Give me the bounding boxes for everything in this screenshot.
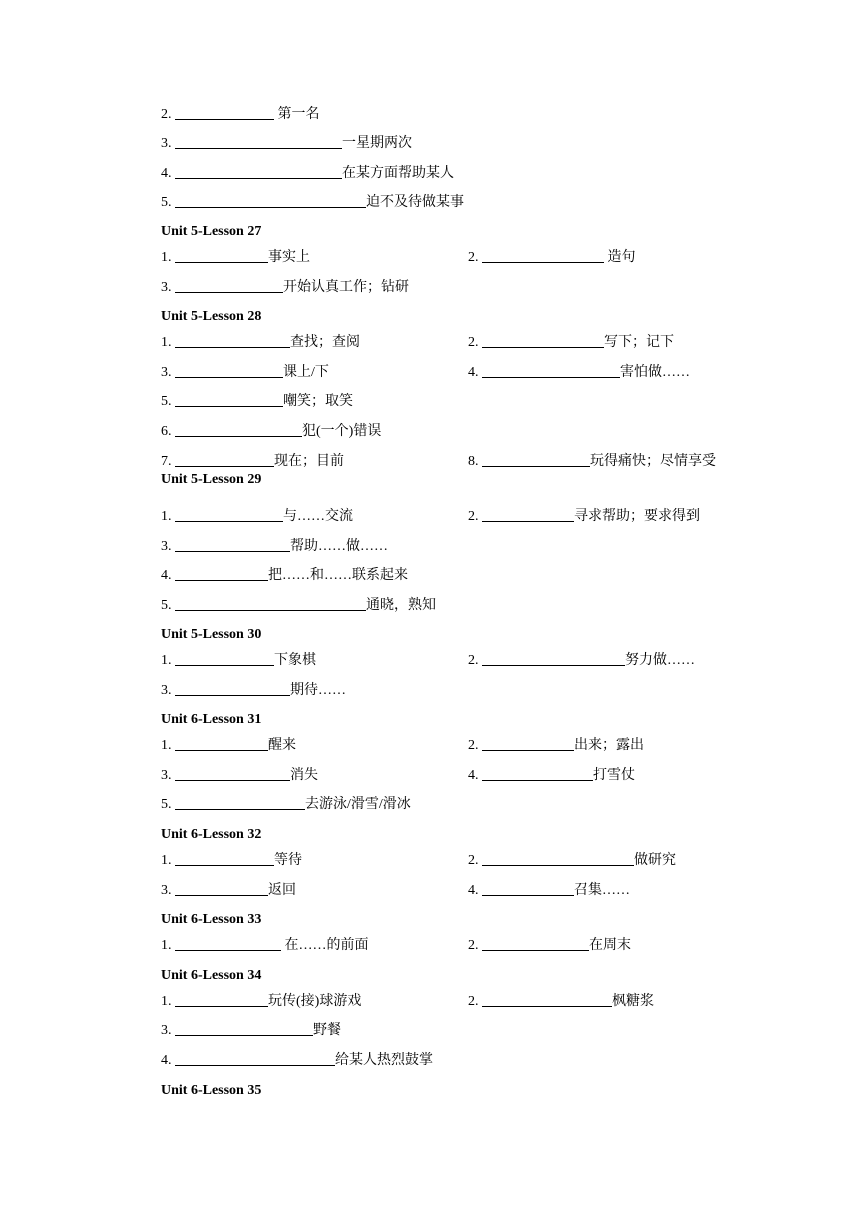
exercise-item bbox=[468, 850, 676, 872]
answer-blank[interactable] bbox=[482, 735, 574, 751]
exercise-row bbox=[0, 565, 860, 587]
item-number: 3. bbox=[161, 539, 175, 554]
item-chinese-prompt: 犯(一个)错误 bbox=[302, 424, 382, 439]
exercise-item bbox=[161, 680, 346, 702]
exercise-row bbox=[0, 595, 860, 617]
item-chinese-prompt: 寻求帮助；要求得到 bbox=[574, 509, 700, 524]
answer-blank[interactable] bbox=[175, 247, 268, 263]
exercise-item bbox=[468, 880, 630, 902]
item-chinese-prompt: 把……和……联系起来 bbox=[268, 568, 408, 583]
item-chinese-prompt: 嘲笑；取笑 bbox=[283, 394, 353, 409]
exercise-item bbox=[161, 991, 361, 1013]
answer-blank[interactable] bbox=[175, 536, 290, 552]
item-chinese-prompt: 野餐 bbox=[313, 1023, 341, 1038]
answer-blank[interactable] bbox=[175, 506, 283, 522]
exercise-item bbox=[468, 332, 674, 354]
exercise-item bbox=[161, 277, 409, 299]
item-chinese-prompt: 醒来 bbox=[268, 738, 296, 753]
lesson-heading: Unit 6-Lesson 33 bbox=[161, 912, 262, 927]
answer-blank[interactable] bbox=[175, 565, 268, 581]
item-chinese-prompt: 在……的前面 bbox=[284, 938, 369, 953]
answer-blank[interactable] bbox=[175, 735, 268, 751]
item-chinese-prompt: 现在；目前 bbox=[274, 454, 344, 469]
exercise-row bbox=[0, 451, 860, 473]
answer-blank[interactable] bbox=[175, 391, 283, 407]
item-number: 3. bbox=[161, 280, 175, 295]
item-chinese-prompt: 查找；查阅 bbox=[290, 335, 360, 350]
answer-blank[interactable] bbox=[175, 332, 290, 348]
answer-blank[interactable] bbox=[175, 104, 274, 120]
item-number: 2. bbox=[468, 738, 482, 753]
exercise-row bbox=[0, 880, 860, 902]
item-number: 5. bbox=[161, 797, 175, 812]
item-chinese-prompt: 课上/下 bbox=[283, 365, 329, 380]
exercise-item bbox=[468, 506, 700, 528]
exercise-row bbox=[0, 735, 860, 757]
exercise-row bbox=[0, 133, 860, 155]
item-chinese-prompt: 通晓，熟知 bbox=[366, 598, 436, 613]
answer-blank[interactable] bbox=[482, 247, 604, 263]
answer-blank[interactable] bbox=[175, 935, 281, 951]
exercise-row bbox=[0, 192, 860, 214]
lesson-heading: Unit 6-Lesson 34 bbox=[161, 968, 262, 983]
exercise-item bbox=[161, 1050, 433, 1072]
exercise-item bbox=[161, 192, 464, 214]
answer-blank[interactable] bbox=[175, 765, 290, 781]
item-number: 2. bbox=[468, 938, 482, 953]
exercise-row bbox=[0, 1050, 860, 1072]
item-number: 1. bbox=[161, 250, 175, 265]
lesson-heading: Unit 6-Lesson 31 bbox=[161, 712, 262, 727]
lesson-heading: Unit 5-Lesson 30 bbox=[161, 627, 262, 642]
exercise-row bbox=[0, 991, 860, 1013]
item-chinese-prompt: 打雪仗 bbox=[593, 768, 635, 783]
item-chinese-prompt: 做研究 bbox=[634, 853, 676, 868]
item-chinese-prompt: 开始认真工作；钻研 bbox=[283, 280, 409, 295]
item-number: 2. bbox=[468, 250, 482, 265]
exercise-row bbox=[0, 104, 860, 126]
exercise-item bbox=[468, 247, 636, 269]
exercise-row bbox=[0, 794, 860, 816]
exercise-row bbox=[0, 332, 860, 354]
answer-blank[interactable] bbox=[482, 765, 593, 781]
answer-blank[interactable] bbox=[175, 451, 274, 467]
item-number: 8. bbox=[468, 454, 482, 469]
lesson-heading: Unit 5-Lesson 28 bbox=[161, 309, 262, 324]
item-chinese-prompt: 害怕做…… bbox=[620, 365, 690, 380]
item-chinese-prompt: 期待…… bbox=[290, 683, 346, 698]
answer-blank[interactable] bbox=[175, 650, 274, 666]
item-number: 1. bbox=[161, 509, 175, 524]
item-chinese-prompt: 出来；露出 bbox=[574, 738, 644, 753]
exercise-item bbox=[468, 765, 635, 787]
exercise-row bbox=[0, 247, 860, 269]
item-chinese-prompt: 在周末 bbox=[589, 938, 631, 953]
exercise-row bbox=[0, 391, 860, 413]
item-number: 6. bbox=[161, 424, 175, 439]
exercise-row bbox=[0, 163, 860, 185]
item-chinese-prompt: 努力做…… bbox=[625, 653, 695, 668]
exercise-item bbox=[161, 536, 388, 558]
item-number: 5. bbox=[161, 394, 175, 409]
answer-blank[interactable] bbox=[482, 991, 612, 1007]
exercise-item bbox=[161, 1020, 341, 1042]
answer-blank[interactable] bbox=[482, 650, 625, 666]
exercise-row bbox=[0, 850, 860, 872]
item-number: 5. bbox=[161, 598, 175, 613]
exercise-item bbox=[161, 421, 381, 443]
item-chinese-prompt: 一星期两次 bbox=[342, 136, 412, 151]
item-chinese-prompt: 消失 bbox=[290, 768, 318, 783]
exercise-item bbox=[161, 104, 320, 126]
item-number: 2. bbox=[468, 853, 482, 868]
item-chinese-prompt: 第一名 bbox=[277, 107, 320, 122]
item-number: 7. bbox=[161, 454, 175, 469]
answer-blank[interactable] bbox=[175, 277, 283, 293]
answer-blank[interactable] bbox=[175, 850, 274, 866]
exercise-item bbox=[161, 247, 310, 269]
lesson-heading: Unit 5-Lesson 27 bbox=[161, 224, 262, 239]
exercise-item bbox=[161, 506, 353, 528]
answer-blank[interactable] bbox=[482, 451, 590, 467]
answer-blank[interactable] bbox=[482, 362, 620, 378]
exercise-item bbox=[161, 595, 436, 617]
exercise-item bbox=[468, 362, 690, 384]
item-number: 5. bbox=[161, 195, 175, 210]
item-number: 2. bbox=[161, 107, 175, 122]
exercise-row bbox=[0, 650, 860, 672]
item-number: 4. bbox=[161, 1053, 175, 1068]
exercise-item bbox=[161, 565, 408, 587]
item-chinese-prompt: 事实上 bbox=[268, 250, 310, 265]
exercise-item bbox=[468, 935, 631, 957]
exercise-item bbox=[161, 880, 296, 902]
answer-blank[interactable] bbox=[175, 133, 342, 149]
item-chinese-prompt: 写下；记下 bbox=[604, 335, 674, 350]
item-chinese-prompt: 玩得痛快；尽情享受 bbox=[590, 454, 716, 469]
exercise-item bbox=[161, 391, 353, 413]
item-number: 1. bbox=[161, 738, 175, 753]
item-chinese-prompt: 帮助……做…… bbox=[290, 539, 388, 554]
answer-blank[interactable] bbox=[482, 850, 634, 866]
item-number: 4. bbox=[468, 768, 482, 783]
exercise-item bbox=[161, 163, 454, 185]
item-number: 3. bbox=[161, 883, 175, 898]
item-number: 1. bbox=[161, 853, 175, 868]
exercise-row bbox=[0, 680, 860, 702]
answer-blank[interactable] bbox=[175, 991, 268, 1007]
item-number: 3. bbox=[161, 136, 175, 151]
item-number: 2. bbox=[468, 653, 482, 668]
item-chinese-prompt: 迫不及待做某事 bbox=[366, 195, 464, 210]
exercise-item bbox=[468, 451, 716, 473]
item-number: 2. bbox=[468, 335, 482, 350]
item-number: 3. bbox=[161, 768, 175, 783]
answer-blank[interactable] bbox=[175, 1050, 335, 1066]
exercise-item bbox=[161, 332, 360, 354]
answer-blank[interactable] bbox=[175, 794, 305, 810]
exercise-row bbox=[0, 362, 860, 384]
item-chinese-prompt: 召集…… bbox=[574, 883, 630, 898]
item-number: 3. bbox=[161, 365, 175, 380]
item-chinese-prompt: 枫糖浆 bbox=[612, 994, 654, 1009]
item-number: 1. bbox=[161, 335, 175, 350]
item-chinese-prompt: 下象棋 bbox=[274, 653, 316, 668]
item-number: 1. bbox=[161, 653, 175, 668]
answer-blank[interactable] bbox=[175, 595, 366, 611]
item-number: 3. bbox=[161, 683, 175, 698]
answer-blank[interactable] bbox=[482, 506, 574, 522]
answer-blank[interactable] bbox=[482, 332, 604, 348]
item-chinese-prompt: 造句 bbox=[607, 250, 636, 265]
exercise-item bbox=[161, 650, 316, 672]
exercise-item bbox=[161, 765, 318, 787]
exercise-item bbox=[468, 650, 695, 672]
item-number: 2. bbox=[468, 509, 482, 524]
item-number: 3. bbox=[161, 1023, 175, 1038]
exercise-row bbox=[0, 421, 860, 443]
exercise-row bbox=[0, 1020, 860, 1042]
item-number: 1. bbox=[161, 938, 175, 953]
exercise-item bbox=[161, 362, 329, 384]
lesson-heading: Unit 6-Lesson 32 bbox=[161, 827, 262, 842]
item-chinese-prompt: 返回 bbox=[268, 883, 296, 898]
exercise-item bbox=[468, 735, 644, 757]
item-number: 4. bbox=[468, 365, 482, 380]
exercise-item bbox=[468, 991, 654, 1013]
answer-blank[interactable] bbox=[175, 362, 283, 378]
answer-blank[interactable] bbox=[175, 163, 342, 179]
item-chinese-prompt: 与……交流 bbox=[283, 509, 353, 524]
item-chinese-prompt: 等待 bbox=[274, 853, 302, 868]
answer-blank[interactable] bbox=[482, 880, 574, 896]
item-chinese-prompt: 在某方面帮助某人 bbox=[342, 166, 454, 181]
item-number: 2. bbox=[468, 994, 482, 1009]
answer-blank[interactable] bbox=[175, 880, 268, 896]
exercise-row bbox=[0, 536, 860, 558]
item-number: 1. bbox=[161, 994, 175, 1009]
exercise-item bbox=[161, 133, 412, 155]
answer-blank[interactable] bbox=[175, 421, 302, 437]
item-number: 4. bbox=[161, 568, 175, 583]
item-number: 4. bbox=[161, 166, 175, 181]
lesson-heading: Unit 6-Lesson 35 bbox=[161, 1083, 262, 1098]
answer-blank[interactable] bbox=[175, 680, 290, 696]
item-chinese-prompt: 去游泳/滑雪/滑冰 bbox=[305, 797, 411, 812]
exercise-item bbox=[161, 735, 296, 757]
exercise-row bbox=[0, 765, 860, 787]
exercise-row bbox=[0, 277, 860, 299]
exercise-item bbox=[161, 850, 302, 872]
lesson-heading: Unit 5-Lesson 29 bbox=[161, 472, 262, 487]
item-chinese-prompt: 给某人热烈鼓掌 bbox=[335, 1053, 433, 1068]
answer-blank[interactable] bbox=[175, 192, 366, 208]
exercise-item bbox=[161, 935, 369, 957]
answer-blank[interactable] bbox=[482, 935, 589, 951]
exercise-row bbox=[0, 935, 860, 957]
answer-blank[interactable] bbox=[175, 1020, 313, 1036]
item-chinese-prompt: 玩传(接)球游戏 bbox=[268, 994, 362, 1009]
item-number: 4. bbox=[468, 883, 482, 898]
exercise-item bbox=[161, 794, 411, 816]
exercise-row bbox=[0, 506, 860, 528]
